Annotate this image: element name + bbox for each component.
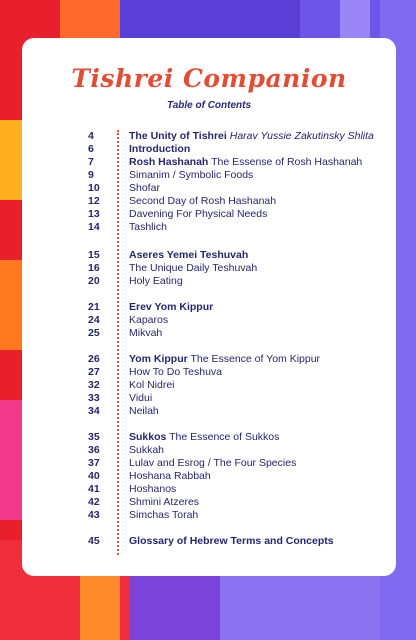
toc-entry-text <box>129 535 334 548</box>
toc-entry-title: The Essence of Sukkos <box>169 431 280 443</box>
toc-entry-title: Lulav and Esrog / The Four Species <box>129 457 297 469</box>
toc-entry-text <box>129 182 160 195</box>
toc-entry <box>22 143 396 156</box>
toc-page-number: 41 <box>88 483 100 495</box>
toc-page-number: 14 <box>88 221 100 233</box>
toc-entry <box>22 301 396 314</box>
toc-page-number: 20 <box>88 275 100 287</box>
toc-entry-text <box>129 275 183 288</box>
toc-subtitle: Table of Contents <box>166 100 252 111</box>
toc-entry-text <box>129 483 176 496</box>
toc-entry-title: Kaparos <box>129 314 169 326</box>
toc-entry-title: The Essense of Rosh Hashanah <box>211 156 363 168</box>
toc-entry <box>22 392 396 405</box>
toc-entry <box>22 195 396 208</box>
toc-page-number: 16 <box>88 262 100 274</box>
toc-page-number: 33 <box>88 392 100 404</box>
toc-entry-text <box>129 496 199 509</box>
toc-entry-text <box>129 169 253 182</box>
toc-page-number: 9 <box>88 169 94 181</box>
toc-entry-text <box>129 509 198 522</box>
toc-entry <box>22 496 396 509</box>
toc-page-number: 15 <box>88 249 100 261</box>
toc-entry <box>22 327 396 340</box>
toc-entry-title: Vidui <box>129 392 153 404</box>
toc-entry-text <box>129 301 213 314</box>
toc-page-number: 21 <box>88 301 100 313</box>
toc-page-number: 4 <box>88 130 94 142</box>
toc-page-number: 25 <box>88 327 100 339</box>
toc-entry <box>22 182 396 195</box>
toc-entry-text <box>129 221 167 234</box>
toc-page-number: 26 <box>88 353 100 365</box>
toc-page-number: 42 <box>88 496 100 508</box>
toc-section-heading: The Unity of Tishrei <box>129 130 227 142</box>
toc-entry <box>22 457 396 470</box>
toc-section-heading: Rosh Hashanah <box>129 156 209 168</box>
toc-entry <box>22 366 396 379</box>
toc-entry-title: Holy Eating <box>129 275 183 287</box>
toc-entry-text <box>129 457 296 470</box>
toc-entry <box>22 249 396 262</box>
toc-page-number: 36 <box>88 444 100 456</box>
toc-entry <box>22 483 396 496</box>
toc-entry-title: How To Do Teshuva <box>129 366 222 378</box>
toc-page-number: 7 <box>88 156 94 168</box>
toc-entry-text <box>129 208 267 221</box>
toc-entry-text <box>129 444 164 457</box>
toc-entry <box>22 275 396 288</box>
toc-page-number: 24 <box>88 314 100 326</box>
toc-entry <box>22 130 396 143</box>
toc-section-heading: Sukkos <box>129 431 167 443</box>
toc-entry-title: Harav Yussie Zakutinsky Shlita <box>229 130 374 142</box>
toc-entry <box>22 379 396 392</box>
toc-entry <box>22 156 396 169</box>
toc-entry-text <box>129 262 257 275</box>
toc-entry-title: Shmini Atzeres <box>129 496 200 508</box>
toc-entry-text <box>129 392 152 405</box>
toc-entry-title: Hoshanos <box>129 483 177 495</box>
toc-page-number: 6 <box>88 143 94 155</box>
toc-entry-title: Mikvah <box>129 327 163 339</box>
toc-section-heading: Erev Yom Kippur <box>129 301 214 313</box>
toc-entry-text <box>129 327 162 340</box>
toc-entry <box>22 221 396 234</box>
toc-entry-text <box>129 405 159 418</box>
toc-entry-text <box>129 156 362 169</box>
toc-entry <box>22 262 396 275</box>
toc-entry <box>22 314 396 327</box>
toc-entry-title: The Essence of Yom Kippur <box>190 353 321 365</box>
toc-page-number: 27 <box>88 366 100 378</box>
toc-entry <box>22 444 396 457</box>
toc-page-number: 37 <box>88 457 100 469</box>
toc-entry-title: Neilah <box>129 405 159 417</box>
toc-card <box>22 38 396 576</box>
toc-entry-text <box>129 379 175 392</box>
toc-section-heading: Yom Kippur <box>129 353 188 365</box>
toc-entry-text <box>129 314 168 327</box>
toc-entry-title: Shofar <box>129 182 160 194</box>
toc-entry <box>22 470 396 483</box>
toc-section-heading: Introduction <box>129 143 191 155</box>
toc-page-number: 43 <box>88 509 100 521</box>
toc-entry-title: Hoshana Rabbah <box>129 470 211 482</box>
toc-entry-title: Tashlich <box>129 221 167 233</box>
toc-entry-text <box>129 353 320 366</box>
toc-entry <box>22 431 396 444</box>
toc-entry <box>22 509 396 522</box>
toc-entry <box>22 353 396 366</box>
toc-entry-text <box>129 249 248 262</box>
toc-entry <box>22 169 396 182</box>
toc-page-number: 12 <box>88 195 100 207</box>
toc-entry-title: Davening For Physical Needs <box>129 208 268 220</box>
toc-page-number: 13 <box>88 208 100 220</box>
toc-entry-text <box>129 143 190 156</box>
toc-entry-text <box>129 130 374 143</box>
toc-entry <box>22 405 396 418</box>
toc-page-number: 40 <box>88 470 100 482</box>
book-title: Tishrei Companion <box>71 64 347 93</box>
toc-entry-title: Sukkah <box>129 444 165 456</box>
toc-section-heading: Aseres Yemei Teshuvah <box>129 249 249 261</box>
toc-entry-text <box>129 470 211 483</box>
toc-page-number: 32 <box>88 379 100 391</box>
toc-page-number: 35 <box>88 431 100 443</box>
toc-entry-title: Simchas Torah <box>129 509 199 521</box>
toc-entry-title: Kol Nidrei <box>129 379 175 391</box>
toc-entry <box>22 535 396 548</box>
toc-entry-text <box>129 195 276 208</box>
toc-entry-text <box>129 366 222 379</box>
toc-entry-title: Second Day of Rosh Hashanah <box>129 195 277 207</box>
toc-section-heading: Glossary of Hebrew Terms and Concepts <box>129 535 334 547</box>
toc-entry-title: Simanim / Symbolic Foods <box>129 169 254 181</box>
toc-page-number: 45 <box>88 535 100 547</box>
toc-entry-title: The Unique Daily Teshuvah <box>129 262 258 274</box>
toc-entry-text <box>129 431 279 444</box>
toc-page-number: 10 <box>88 182 100 194</box>
toc-entry <box>22 208 396 221</box>
toc-page-number: 34 <box>88 405 100 417</box>
